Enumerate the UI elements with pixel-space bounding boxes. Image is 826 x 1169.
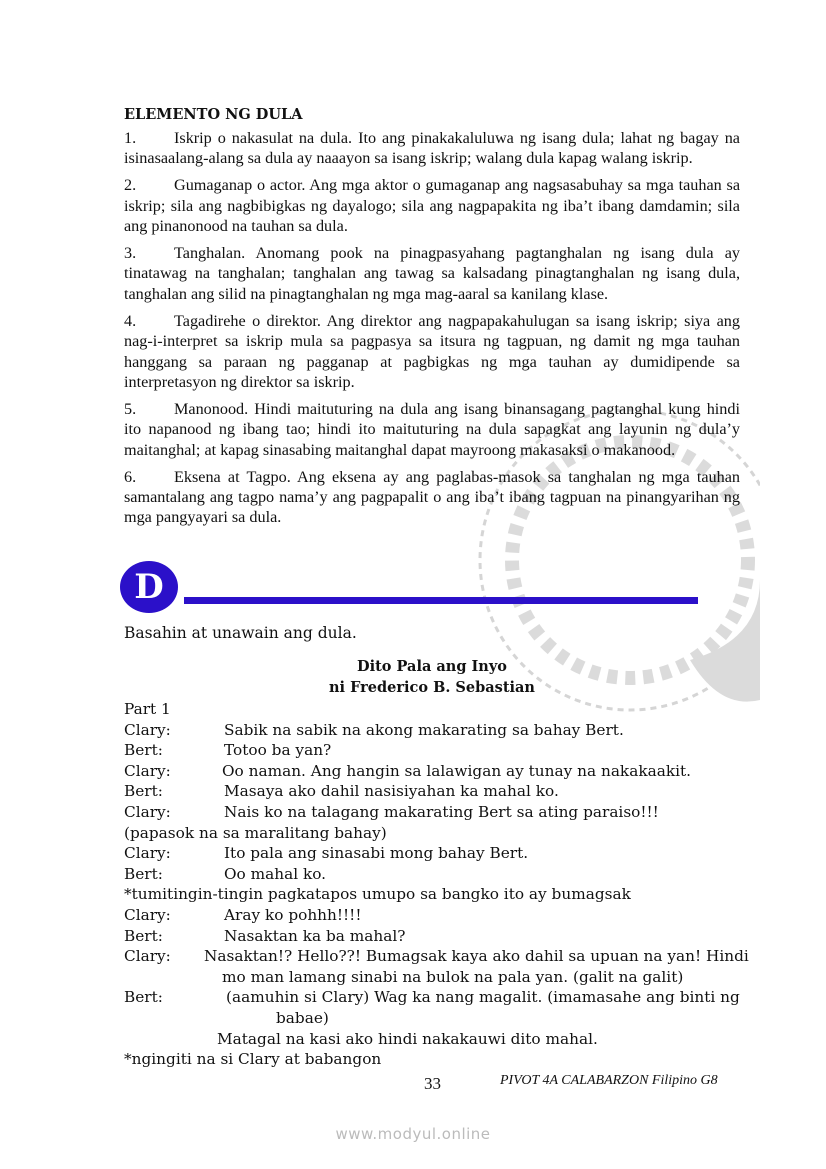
line-text: babae) [276, 1008, 329, 1027]
dialogue-line [124, 905, 740, 926]
item-number: 2. [124, 176, 137, 195]
speaker: Clary: [124, 720, 171, 739]
speaker: Clary: [124, 844, 171, 863]
speaker: Bert: [124, 926, 163, 945]
speaker: Clary: [124, 905, 171, 924]
item-text: Eksena at Tagpo. Ang eksena ay ang paglabas-masok sa tanghalan ng mga tauhan samantalang ang tagpo nama’y ang pagpapalit o ang iba’t ibang tagpuan na pinangyarihan ng mga pangyayari sa dula. [124, 467, 740, 527]
line-text: Oo naman. Ang hangin sa lalawigan ay tunay na nakakaakit. [222, 761, 692, 780]
item-number: 5. [124, 399, 137, 418]
dialogue-line-continued [124, 1008, 740, 1029]
play-title: Dito Pala ang Inyo [357, 658, 507, 675]
dialogue-line [124, 761, 740, 782]
line-text: Nasaktan ka ba mahal? [224, 926, 406, 945]
speaker: Bert: [124, 782, 163, 801]
line-text: mo man lamang sinabi na bulok na pala yan. (galit na galit) [222, 967, 684, 986]
element-item [124, 399, 740, 460]
speaker: Bert: [124, 988, 163, 1007]
line-text: Ito pala ang sinasabi mong bahay Bert. [224, 844, 529, 863]
line-text: Masaya ako dahil nasisiyahan ka mahal ko. [224, 782, 559, 801]
page-number: 33 [424, 1074, 441, 1093]
section-heading: ELEMENTO NG DULA [124, 106, 303, 123]
item-text: Manonood. Hindi maituturing na dula ang isang binansagang pagtanghal kung hindi ito napanood ng ibang tao; hindi ito maituturing na dula sapagkat ang layunin ng dula’y maitanghal; at kapag sinasabing maitanghal dapat mayroong makasaksi o makanood. [124, 399, 740, 459]
direction-text: *ngingiti na si Clary at babangon [124, 1050, 382, 1069]
dialogue-line [124, 802, 740, 823]
stage-direction [124, 823, 740, 844]
dialogue-line [124, 720, 740, 741]
dialogue-line [124, 740, 740, 761]
stage-direction [124, 1049, 740, 1070]
speaker: Clary: [124, 947, 171, 966]
speaker: Clary: [124, 802, 171, 821]
footer-source: PIVOT 4A CALABARZON Filipino G8 [500, 1073, 718, 1088]
item-number: 3. [124, 244, 137, 263]
website-watermark: www.modyul.online [335, 1125, 491, 1143]
line-text: Sabik na sabik na akong makarating sa bahay Bert. [224, 720, 624, 739]
speaker: Bert: [124, 741, 163, 760]
item-number: 4. [124, 311, 137, 330]
element-item [124, 175, 740, 236]
element-item [124, 128, 740, 169]
line-text: Oo mahal ko. [224, 864, 327, 883]
line-text: Nasaktan!? Hello??! Bumagsak kaya ako dahil sa upuan na yan! Hindi [204, 947, 749, 966]
play-author: ni Frederico B. Sebastian [329, 679, 535, 696]
dialogue-line [124, 781, 740, 802]
dialogue-line [124, 926, 740, 947]
dialogue-line-continued [124, 967, 740, 988]
element-item [124, 467, 740, 528]
line-text: Aray ko pohhh!!!! [224, 905, 362, 924]
element-item [124, 311, 740, 393]
item-number: 1. [124, 129, 137, 147]
line-text: Totoo ba yan? [224, 741, 332, 760]
direction-text: (papasok na sa maralitang bahay) [124, 823, 387, 842]
dialogue [124, 699, 749, 1070]
dialogue-line [124, 843, 740, 864]
elements-list [124, 128, 740, 534]
dialogue-line [124, 946, 749, 967]
item-text: Tagadirehe o direktor. Ang direktor ang nagpapakahulugan sa isang iskrip; siya ang nag-i-interpret sa iskrip mula sa pagpasya sa itsura ng tagpuan, ng damit ng mga tauhan hanggang sa paraan ng pagganap at pagbigkas ng mga tauhan ay dumidipende sa interpretasyon ng direktor sa iskrip. [124, 311, 740, 391]
element-item [124, 243, 740, 304]
stage-direction [124, 884, 740, 905]
speaker: Bert: [124, 864, 163, 883]
item-text: Tanghalan. Anomang pook na pinagpasyahang pagtanghalan ng isang dula ay tinatawag na tanghalan; tanghalan ang tawag sa kalsadang pinagtanghalan ng isang dula, tanghalan ang silid na pinagtanghalan ng mga mag-aaral sa kanilang klase. [124, 244, 740, 303]
dialogue-line [124, 1029, 740, 1050]
item-number: 6. [124, 467, 137, 486]
dialogue-line [124, 987, 740, 1008]
line-text: Nais ko na talagang makarating Bert sa ating paraiso!!! [224, 802, 659, 821]
direction-text: *tumitingin-tingin pagkatapos umupo sa bangko ito ay bumagsak [124, 885, 631, 904]
line-text: (aamuhin si Clary) Wag ka nang magalit. (imamasahe ang binti ng [226, 988, 740, 1007]
dialogue-line [124, 864, 740, 885]
line-text: Matagal na kasi ako hindi nakakauwi dito mahal. [217, 1029, 598, 1048]
part-label: Part 1 [124, 700, 171, 718]
instruction: Basahin at unawain ang dula. [124, 624, 357, 642]
section-letter-badge: D [120, 561, 178, 613]
section-divider [184, 597, 698, 604]
item-text: Iskrip o nakasulat na dula. Ito ang pinakakaluluwa ng isang dula; lahat ng bagay na isinasaalang-alang sa dula ay naaayon sa isang iskrip; walang dula kapag walang iskrip. [124, 129, 740, 168]
speaker: Clary: [124, 761, 171, 780]
item-text: Gumaganap o actor. Ang mga aktor o gumaganap ang nagsasabuhay sa mga tauhan sa iskrip; sila ang nagbibigkas ng dayalogo; sila ang nagpapakita ng iba’t ibang damdamin; sila ang pinanonood na tauhan sa dula. [124, 176, 740, 236]
